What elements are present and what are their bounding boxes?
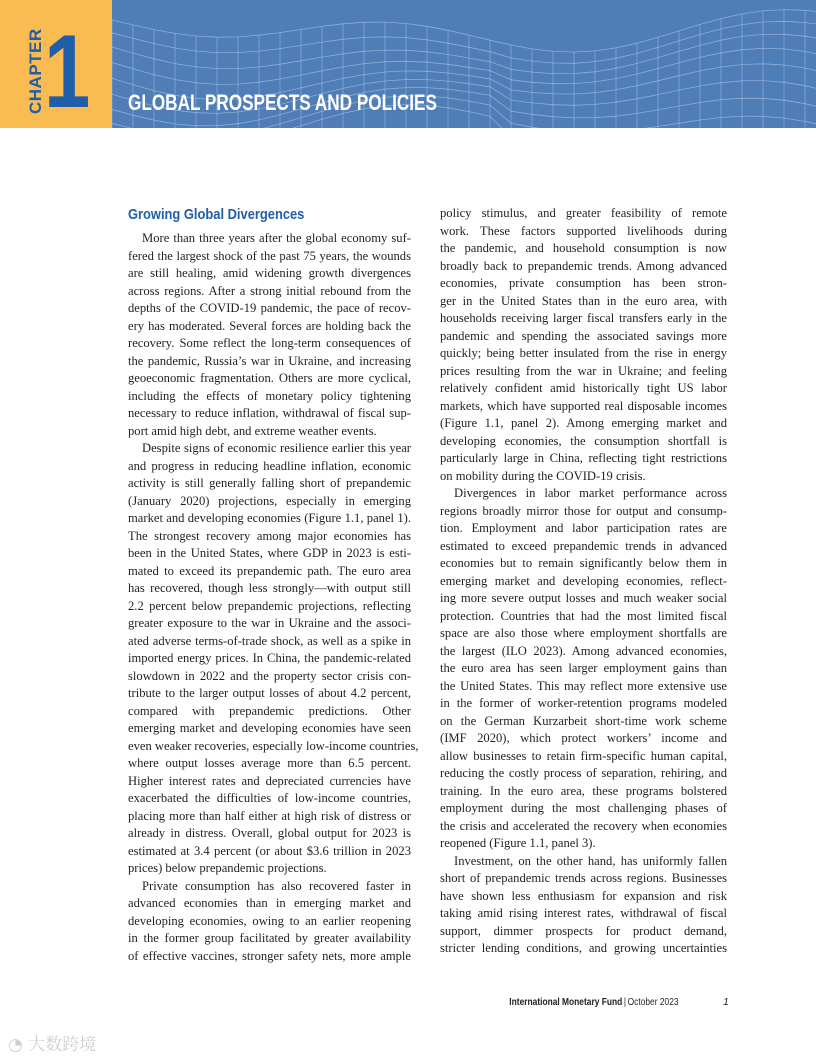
text-line: has recovered, though less strongly—with output still <box>128 581 411 595</box>
text-line: necessary to reduce inflation, withdrawal of fiscal sup- <box>128 406 411 420</box>
text-line: allow businesses to retain firm-specific human capital, <box>440 748 727 763</box>
chapter-word: CHAPTER <box>26 28 45 114</box>
text-line: broadly back to prepandemic trends. Among advanced <box>440 258 727 273</box>
text-line: reducing the costly process of separation, rehiring, and <box>440 766 727 780</box>
text-line: port amid high debt, and extreme weather events. <box>128 423 377 438</box>
page-number: 1 <box>723 996 729 1008</box>
watermark-logo: ◔ 大数跨境 <box>8 1035 97 1055</box>
section-heading: Growing Global Divergences <box>128 206 305 223</box>
text-line: stricter lending conditions, and growing uncertainties <box>440 941 727 955</box>
text-line: support, dimmer prospects for product demand, <box>440 923 727 938</box>
text-line: are still healing, amid widening growth divergences <box>128 266 411 280</box>
text-line: on mobility during the COVID-19 crisis. <box>440 468 646 483</box>
text-line: in the former group facilitated by greater availability <box>128 931 411 945</box>
text-line: depths of the COVID-19 pandemic, the pace of recov- <box>128 301 411 315</box>
text-line: fered the largest shock of the past 75 years, the wounds <box>128 248 411 263</box>
text-line: and progress in reducing headline inflation, economic <box>128 458 411 473</box>
mesh-line <box>112 48 816 84</box>
text-line: training. In the euro area, these programs bolstered <box>440 783 727 798</box>
text-line: ger in the United States than in the euro area, with <box>440 293 727 308</box>
text-line: across regions. After a strong initial rebound from the <box>128 283 411 298</box>
text-line: market and developing economies (Figure 1.1, panel 1). <box>128 511 411 525</box>
text-line: Divergences in labor market performance across <box>454 486 727 500</box>
text-line: the crisis and accelerated the recovery when economies <box>440 818 727 833</box>
text-line: markets, which have supported real disposable incomes <box>440 398 727 413</box>
mesh-line <box>112 34 816 73</box>
text-line: imported energy prices. In China, the pandemic-related <box>128 651 411 665</box>
footer-separator: | <box>624 996 627 1008</box>
text-line: developing economies, owing to an earlier reopening <box>128 913 411 928</box>
text-line: of effective vaccines, stronger safety nets, more ample <box>128 948 411 963</box>
text-line: the pandemic, and household consumption is now <box>440 241 727 255</box>
text-line: Investment, on the other hand, has uniformly fallen <box>454 853 727 868</box>
chapter-number: 1 <box>44 14 91 130</box>
text-line: reopened (Figure 1.1, panel 3). <box>440 836 596 850</box>
paragraph <box>128 878 411 966</box>
text-line: ing more severe output losses and much weaker social <box>440 591 727 605</box>
text-line: prices resulting from the war in Ukraine; and feeling <box>440 363 727 378</box>
text-line: tribute to the larger output losses of about 4.2 percent, <box>128 686 411 700</box>
text-line: the largest (ILO 2023). Among advanced economies, <box>440 643 727 658</box>
mesh-line <box>112 10 816 53</box>
text-line: 2.2 percent below prepandemic projections, reflecting <box>128 598 411 613</box>
text-line: (Figure 1.1, panel 2). Among emerging market and <box>440 416 727 430</box>
text-line: space are also those where employment shortfalls are <box>440 626 727 640</box>
text-line: recovery. Some reflect the long-term consequences of <box>128 336 411 350</box>
text-line: activity is still generally falling short of prepandemic <box>128 476 411 490</box>
chapter-title: GLOBAL PROSPECTS AND POLICIES <box>128 90 437 115</box>
watermark-text: 大数跨境 <box>28 1035 97 1055</box>
text-line: pandemic and spending the associated savings more <box>440 328 727 343</box>
right-column <box>440 205 727 958</box>
text-line: placing more than half either at high risk of distress or <box>128 808 411 823</box>
text-line: regions broadly mirror those for output and consump- <box>440 503 727 518</box>
text-line: advanced economies than in emerging market and <box>128 896 411 910</box>
paragraph <box>440 485 727 853</box>
chapter-label-block <box>0 0 112 128</box>
text-line: slowdown in 2022 and the property sector crisis con- <box>128 668 411 683</box>
text-line: prices) below prepandemic projections. <box>128 861 327 875</box>
page-footer <box>510 996 679 1008</box>
text-line: geoeconomic fragmentation. Others are more cyclical, <box>128 371 411 385</box>
text-line: Higher interest rates and depreciated currencies have <box>128 773 411 788</box>
text-line: taking amid rising interest rates, withdrawal of fiscal <box>440 906 727 920</box>
text-line: the United States. This may reflect more extensive use <box>440 678 727 693</box>
text-line: in the former of worker-retention programs modeled <box>440 696 727 710</box>
text-line: particularly large in China, reflecting tight restrictions <box>440 451 727 465</box>
text-line: economies but to remain significantly below them in <box>440 556 727 570</box>
text-line: economies, private consumption has been stron- <box>440 276 727 290</box>
text-line: mated to exceed its prepandemic path. The euro area <box>128 563 411 578</box>
text-line: Private consumption has also recovered faster in <box>142 878 411 893</box>
text-line: employment during the most challenging phases of <box>440 801 727 815</box>
text-line: been in the United States, where GDP in 2023 is esti- <box>128 546 411 560</box>
text-line: tion. Employment and labor participation rates are <box>440 521 727 535</box>
paragraph <box>128 440 419 878</box>
text-line: compared with prepandemic predictions. Other <box>128 703 411 718</box>
text-line: estimated to exceed prepandemic trends in advanced <box>440 538 727 553</box>
text-line: exacerbated the difficulties of low-income countries, <box>128 791 411 805</box>
text-line: Despite signs of economic resilience earlier this year <box>142 441 411 455</box>
text-line: the euro area has seen larger employment gains than <box>440 661 727 675</box>
text-line: quickly; being better insulated from the rise in energy <box>440 346 727 360</box>
text-line: already in distress. Overall, global output for 2023 is <box>128 826 411 840</box>
paragraph <box>440 853 727 958</box>
text-line: (IMF 2020), which protect workers’ income and <box>440 731 727 745</box>
text-line: relatively confident amid historically tight US labor <box>440 381 727 395</box>
text-line: policy stimulus, and greater feasibility of remote <box>440 206 727 220</box>
text-line: ated adverse terms-of-trade shock, as well as a spike in <box>128 633 411 648</box>
text-line: have shown less enthusiasm for expansion and risk <box>440 888 727 903</box>
text-line: short of prepandemic trends across regions. Businesses <box>440 871 727 885</box>
footer-date: October 2023 <box>628 996 679 1008</box>
text-line: the pandemic, Russia’s war in Ukraine, and increasing <box>128 353 411 368</box>
text-line: ery has moderated. Several forces are holding back the <box>128 318 411 333</box>
text-line: work. These factors supported livelihoods during <box>440 223 727 238</box>
footer-publisher: International Monetary Fund <box>509 996 623 1008</box>
text-line: The strongest recovery among major economies has <box>128 528 411 543</box>
text-line: protection. Countries that had the most limited fiscal <box>440 608 727 623</box>
text-line: on the German Kurzarbeit short-time work scheme <box>440 713 727 728</box>
text-line: estimated at 3.4 percent (or about $3.6 trillion in 2023 <box>128 843 411 858</box>
text-line: households receiving larger fiscal transfers early in the <box>440 311 727 325</box>
text-line: emerging market and developing economies, reflect- <box>440 573 727 588</box>
paragraph <box>440 205 727 485</box>
left-column <box>128 205 419 965</box>
text-line: including the effects of monetary policy tightening <box>128 388 411 403</box>
paragraph <box>128 230 411 440</box>
text-line: greater exposure to the war in Ukraine and the associ- <box>128 616 411 630</box>
text-line: emerging market and developing economies have seen <box>128 721 411 735</box>
text-line: even weaker recoveries, especially low-income countries, <box>128 738 419 753</box>
text-line: (January 2020) projections, especially in emerging <box>128 493 411 508</box>
text-line: More than three years after the global economy suf- <box>142 231 411 245</box>
text-line: where output losses average more than 6.5 percent. <box>128 756 411 770</box>
text-line: developing economies, the consumption shortfall is <box>440 433 727 448</box>
